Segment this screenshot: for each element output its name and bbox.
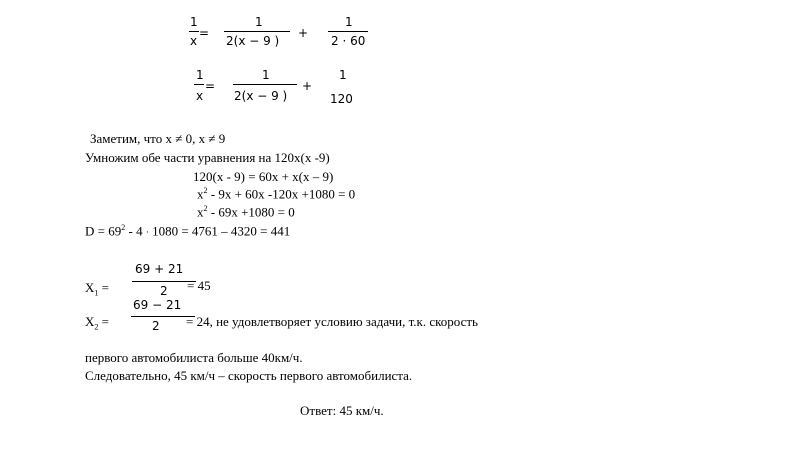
fraction1-denominator: 2(x − 9 ): [234, 89, 288, 103]
lhs-numerator: 1: [196, 68, 204, 82]
lhs-numerator: 1: [190, 15, 198, 29]
equation-line-3: $x^2 - 69x +1080 = 0$: [197, 204, 295, 220]
lhs-denominator: x: [190, 34, 198, 48]
equals-sign: =: [205, 79, 216, 93]
multiply-line: Умножим обе части уравнения на 120x(x -9): [85, 150, 330, 165]
fraction1-numerator: 1: [262, 68, 270, 82]
x2-denominator: 2: [152, 319, 160, 333]
answer-line: Ответ: 45 км/ч.: [300, 403, 384, 418]
x1-result: = 45: [187, 278, 211, 293]
lhs-denominator: x: [196, 89, 204, 103]
conclusion-line-1: первого автомобилиста больше 40км/ч.: [85, 350, 303, 365]
lhs-fraction-bar: [189, 31, 199, 32]
fraction2-bar: [328, 31, 368, 32]
x2-numerator: 69 − 21: [133, 298, 182, 312]
fraction1-denominator: 2(x − 9 ): [226, 34, 280, 48]
plus-sign: +: [302, 79, 313, 93]
discriminant-line: $D = 69^2 - 4 \cdot 1080 = 4761 - 4320 = 441$: [85, 223, 291, 239]
note-line: Заметим, что x ≠ 0, x ≠ 9: [90, 131, 226, 146]
fraction1-bar: [233, 84, 297, 85]
x1-numerator: 69 + 21: [135, 262, 184, 276]
fraction2-denominator: 120: [330, 92, 353, 106]
fraction2-numerator: 1: [345, 15, 353, 29]
conclusion-line-2: Следовательно, 45 км/ч – скорость первого автомобилиста.: [85, 368, 413, 383]
x1-label: $X_1$ =: [85, 280, 109, 298]
equation-line-1: 120(x - 9) = 60x + x(x – 9): [193, 169, 334, 184]
plus-sign: +: [298, 26, 309, 40]
fraction1-bar: [224, 31, 290, 32]
fraction1-numerator: 1: [255, 15, 263, 29]
fraction2-numerator: 1: [339, 68, 347, 82]
x2-result: = 24, не удовлетворяет условию задачи, т.к. скорость: [186, 314, 478, 329]
lhs-fraction-bar: [194, 84, 204, 85]
x2-label: $X_2$ =: [85, 314, 109, 332]
equation-line-2: $x^2 - 9x + 60x$ -120x +1080 = 0: [197, 186, 356, 202]
equals-sign: =: [199, 26, 210, 40]
fraction2-denominator: 2 · 60: [331, 34, 366, 48]
x1-denominator: 2: [160, 284, 168, 298]
